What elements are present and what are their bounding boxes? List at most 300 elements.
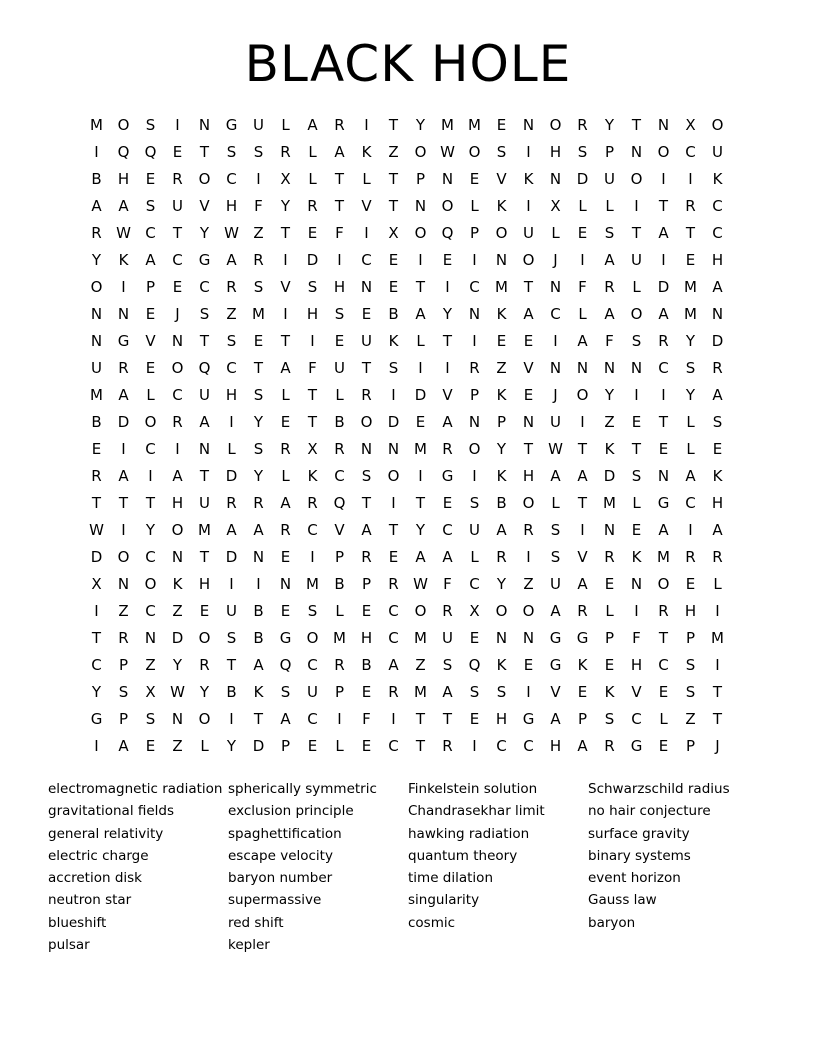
grid-cell[interactable]: O	[117, 548, 130, 566]
grid-cell[interactable]: P	[577, 710, 588, 728]
grid-cell[interactable]: E	[523, 656, 534, 674]
grid-cell[interactable]: E	[91, 440, 102, 458]
grid-cell[interactable]: E	[685, 575, 696, 593]
grid-cell[interactable]: B	[361, 656, 372, 674]
grid-cell[interactable]: P	[469, 224, 480, 242]
grid-cell[interactable]: H	[171, 494, 184, 512]
grid-cell[interactable]: O	[630, 170, 643, 188]
grid-cell[interactable]: U	[550, 413, 561, 431]
grid-cell[interactable]: E	[496, 116, 507, 134]
grid-cell[interactable]: I	[472, 332, 477, 350]
grid-cell[interactable]: H	[522, 467, 535, 485]
grid-cell[interactable]: P	[415, 170, 426, 188]
grid-cell[interactable]: G	[549, 629, 562, 647]
grid-cell[interactable]: O	[468, 440, 481, 458]
grid-cell[interactable]: E	[361, 683, 372, 701]
grid-cell[interactable]: S	[226, 143, 237, 161]
grid-cell[interactable]: E	[253, 332, 264, 350]
grid-cell[interactable]: N	[657, 116, 670, 134]
grid-cell[interactable]: D	[387, 413, 400, 431]
grid-cell[interactable]: N	[360, 278, 373, 296]
grid-cell[interactable]: A	[388, 656, 399, 674]
grid-cell[interactable]: C	[388, 602, 399, 620]
grid-cell[interactable]: A	[712, 278, 723, 296]
grid-cell[interactable]: V	[199, 197, 210, 215]
grid-cell[interactable]: C	[307, 521, 318, 539]
grid-cell[interactable]: T	[631, 440, 642, 458]
grid-cell[interactable]: M	[468, 116, 481, 134]
grid-cell[interactable]: I	[391, 386, 396, 404]
grid-cell[interactable]: T	[712, 683, 723, 701]
grid-cell[interactable]: I	[661, 386, 666, 404]
grid-cell[interactable]: M	[603, 494, 616, 512]
grid-cell[interactable]: A	[118, 467, 129, 485]
grid-cell[interactable]: Z	[523, 575, 534, 593]
grid-cell[interactable]: T	[415, 737, 426, 755]
grid-cell[interactable]: A	[658, 521, 669, 539]
grid-cell[interactable]: I	[391, 494, 396, 512]
grid-cell[interactable]: U	[469, 521, 480, 539]
grid-cell[interactable]: K	[523, 170, 534, 188]
grid-cell[interactable]: K	[496, 305, 507, 323]
grid-cell[interactable]: T	[172, 224, 183, 242]
grid-cell[interactable]: B	[253, 602, 264, 620]
grid-cell[interactable]: P	[496, 413, 507, 431]
grid-cell[interactable]: K	[172, 575, 183, 593]
grid-cell[interactable]: I	[418, 359, 423, 377]
grid-cell[interactable]: R	[442, 602, 453, 620]
grid-cell[interactable]: S	[604, 224, 615, 242]
grid-cell[interactable]: U	[199, 494, 210, 512]
grid-cell[interactable]: W	[89, 521, 104, 539]
grid-cell[interactable]: A	[577, 575, 588, 593]
grid-cell[interactable]: C	[172, 386, 183, 404]
grid-cell[interactable]: A	[577, 332, 588, 350]
grid-cell[interactable]: N	[90, 332, 103, 350]
grid-cell[interactable]: N	[576, 359, 589, 377]
grid-cell[interactable]: L	[470, 197, 479, 215]
grid-cell[interactable]: E	[172, 143, 183, 161]
grid-cell[interactable]: K	[712, 170, 723, 188]
grid-cell[interactable]: O	[711, 116, 724, 134]
grid-cell[interactable]: Y	[253, 413, 264, 431]
grid-cell[interactable]: R	[172, 413, 183, 431]
grid-cell[interactable]: W	[170, 683, 185, 701]
grid-cell[interactable]: E	[631, 521, 642, 539]
grid-cell[interactable]: S	[199, 305, 210, 323]
grid-cell[interactable]: M	[90, 116, 103, 134]
grid-cell[interactable]: S	[361, 467, 372, 485]
grid-cell[interactable]: A	[550, 710, 561, 728]
grid-cell[interactable]: N	[414, 197, 427, 215]
grid-cell[interactable]: U	[442, 629, 453, 647]
grid-cell[interactable]: E	[712, 440, 723, 458]
grid-cell[interactable]: T	[577, 440, 588, 458]
grid-cell[interactable]: R	[334, 440, 345, 458]
grid-cell[interactable]: T	[334, 170, 345, 188]
grid-cell[interactable]: I	[526, 143, 531, 161]
grid-cell[interactable]: S	[307, 602, 318, 620]
grid-cell[interactable]: A	[280, 494, 291, 512]
grid-cell[interactable]: S	[253, 143, 264, 161]
grid-cell[interactable]: E	[577, 683, 588, 701]
grid-cell[interactable]: V	[280, 278, 291, 296]
grid-cell[interactable]: E	[307, 224, 318, 242]
grid-cell[interactable]: N	[171, 710, 184, 728]
grid-cell[interactable]: X	[685, 116, 696, 134]
grid-cell[interactable]: O	[495, 224, 508, 242]
grid-cell[interactable]: B	[388, 305, 399, 323]
grid-cell[interactable]: C	[442, 521, 453, 539]
grid-cell[interactable]: I	[229, 575, 234, 593]
grid-cell[interactable]: N	[387, 440, 400, 458]
grid-cell[interactable]: C	[307, 710, 318, 728]
grid-cell[interactable]: I	[445, 359, 450, 377]
grid-cell[interactable]: Z	[604, 413, 615, 431]
grid-cell[interactable]: C	[496, 737, 507, 755]
grid-cell[interactable]: A	[442, 413, 453, 431]
grid-cell[interactable]: T	[226, 656, 237, 674]
grid-cell[interactable]: S	[631, 332, 642, 350]
grid-cell[interactable]: V	[523, 359, 534, 377]
grid-cell[interactable]: R	[91, 224, 102, 242]
grid-cell[interactable]: Y	[685, 332, 696, 350]
grid-cell[interactable]: K	[604, 683, 615, 701]
grid-cell[interactable]: I	[526, 197, 531, 215]
grid-cell[interactable]: S	[253, 278, 264, 296]
grid-cell[interactable]: L	[686, 440, 695, 458]
grid-cell[interactable]: A	[118, 737, 129, 755]
grid-cell[interactable]: Y	[199, 683, 210, 701]
grid-cell[interactable]: I	[94, 737, 99, 755]
grid-cell[interactable]: I	[283, 251, 288, 269]
grid-cell[interactable]: E	[307, 737, 318, 755]
grid-cell[interactable]: E	[442, 494, 453, 512]
grid-cell[interactable]: K	[496, 197, 507, 215]
grid-cell[interactable]: O	[90, 278, 103, 296]
grid-cell[interactable]: R	[172, 170, 183, 188]
grid-cell[interactable]: Z	[145, 656, 156, 674]
grid-cell[interactable]: J	[175, 305, 180, 323]
grid-cell[interactable]: N	[630, 575, 643, 593]
grid-cell[interactable]: A	[496, 521, 507, 539]
grid-cell[interactable]: O	[144, 413, 157, 431]
grid-cell[interactable]: S	[145, 116, 156, 134]
grid-cell[interactable]: K	[577, 656, 588, 674]
grid-cell[interactable]: I	[337, 710, 342, 728]
grid-cell[interactable]: T	[442, 710, 453, 728]
grid-cell[interactable]: I	[337, 251, 342, 269]
grid-cell[interactable]: H	[549, 737, 562, 755]
grid-cell[interactable]: H	[684, 602, 697, 620]
grid-cell[interactable]: A	[712, 521, 723, 539]
grid-cell[interactable]: I	[364, 224, 369, 242]
grid-cell[interactable]: O	[171, 521, 184, 539]
grid-cell[interactable]: P	[469, 386, 480, 404]
grid-cell[interactable]: O	[171, 359, 184, 377]
grid-cell[interactable]: L	[416, 332, 425, 350]
grid-cell[interactable]: C	[145, 548, 156, 566]
grid-cell[interactable]: M	[306, 575, 319, 593]
grid-cell[interactable]: A	[442, 548, 453, 566]
grid-cell[interactable]: C	[523, 737, 534, 755]
grid-cell[interactable]: Y	[91, 683, 102, 701]
grid-cell[interactable]: A	[415, 305, 426, 323]
grid-cell[interactable]: I	[418, 467, 423, 485]
grid-cell[interactable]: K	[631, 548, 642, 566]
grid-cell[interactable]: S	[145, 710, 156, 728]
grid-cell[interactable]: T	[712, 710, 723, 728]
grid-cell[interactable]: M	[198, 521, 211, 539]
grid-cell[interactable]: X	[469, 602, 480, 620]
grid-cell[interactable]: T	[307, 386, 318, 404]
grid-cell[interactable]: E	[658, 683, 669, 701]
grid-cell[interactable]: S	[469, 494, 480, 512]
grid-cell[interactable]: E	[469, 170, 480, 188]
grid-cell[interactable]: C	[172, 251, 183, 269]
grid-cell[interactable]: R	[307, 494, 318, 512]
grid-cell[interactable]: S	[253, 386, 264, 404]
grid-cell[interactable]: V	[496, 170, 507, 188]
grid-cell[interactable]: C	[91, 656, 102, 674]
grid-cell[interactable]: B	[226, 683, 237, 701]
grid-cell[interactable]: T	[253, 710, 264, 728]
grid-cell[interactable]: S	[226, 629, 237, 647]
grid-cell[interactable]: E	[361, 602, 372, 620]
grid-cell[interactable]: C	[469, 278, 480, 296]
grid-cell[interactable]: R	[253, 494, 264, 512]
grid-cell[interactable]: T	[523, 440, 534, 458]
grid-cell[interactable]: D	[603, 467, 616, 485]
grid-cell[interactable]: F	[443, 575, 452, 593]
grid-cell[interactable]: D	[117, 413, 130, 431]
grid-cell[interactable]: G	[198, 251, 211, 269]
grid-cell[interactable]: O	[414, 143, 427, 161]
grid-cell[interactable]: I	[553, 332, 558, 350]
grid-cell[interactable]: R	[226, 278, 237, 296]
grid-cell[interactable]: L	[605, 197, 614, 215]
grid-cell[interactable]: T	[658, 413, 669, 431]
grid-cell[interactable]: Y	[91, 251, 102, 269]
grid-cell[interactable]: E	[280, 413, 291, 431]
grid-cell[interactable]: R	[118, 629, 129, 647]
grid-cell[interactable]: V	[550, 683, 561, 701]
grid-cell[interactable]: L	[632, 278, 641, 296]
grid-cell[interactable]: N	[657, 467, 670, 485]
grid-cell[interactable]: E	[631, 413, 642, 431]
grid-cell[interactable]: S	[307, 278, 318, 296]
grid-cell[interactable]: G	[630, 737, 643, 755]
grid-cell[interactable]: U	[307, 683, 318, 701]
grid-cell[interactable]: O	[522, 602, 535, 620]
grid-cell[interactable]: R	[334, 656, 345, 674]
grid-cell[interactable]: T	[442, 332, 453, 350]
grid-cell[interactable]: E	[280, 602, 291, 620]
grid-cell[interactable]: R	[253, 251, 264, 269]
grid-cell[interactable]: B	[334, 413, 345, 431]
grid-cell[interactable]: T	[388, 521, 399, 539]
grid-cell[interactable]: R	[361, 386, 372, 404]
grid-cell[interactable]: Z	[118, 602, 129, 620]
grid-cell[interactable]: D	[306, 251, 319, 269]
grid-cell[interactable]: O	[657, 143, 670, 161]
grid-cell[interactable]: T	[415, 278, 426, 296]
grid-cell[interactable]: R	[388, 575, 399, 593]
grid-cell[interactable]: U	[226, 602, 237, 620]
grid-cell[interactable]: H	[225, 197, 238, 215]
grid-cell[interactable]: P	[334, 683, 345, 701]
grid-cell[interactable]: S	[604, 710, 615, 728]
grid-cell[interactable]: S	[550, 521, 561, 539]
grid-cell[interactable]: Q	[198, 359, 211, 377]
grid-cell[interactable]: J	[715, 737, 720, 755]
grid-cell[interactable]: M	[495, 278, 508, 296]
grid-cell[interactable]: E	[604, 656, 615, 674]
grid-cell[interactable]: Q	[144, 143, 157, 161]
grid-cell[interactable]: O	[630, 305, 643, 323]
grid-cell[interactable]: N	[549, 278, 562, 296]
grid-cell[interactable]: R	[604, 737, 615, 755]
grid-cell[interactable]: C	[685, 143, 696, 161]
grid-cell[interactable]: H	[198, 575, 211, 593]
grid-cell[interactable]: A	[604, 251, 615, 269]
grid-cell[interactable]: R	[226, 494, 237, 512]
grid-cell[interactable]: W	[224, 224, 239, 242]
grid-cell[interactable]: O	[576, 386, 589, 404]
grid-cell[interactable]: X	[550, 197, 561, 215]
grid-cell[interactable]: C	[550, 305, 561, 323]
grid-cell[interactable]: Y	[442, 305, 453, 323]
grid-cell[interactable]: T	[388, 197, 399, 215]
grid-cell[interactable]: I	[688, 170, 693, 188]
grid-cell[interactable]: Z	[226, 305, 237, 323]
grid-cell[interactable]: R	[496, 548, 507, 566]
grid-cell[interactable]: R	[442, 440, 453, 458]
grid-cell[interactable]: I	[715, 656, 720, 674]
grid-cell[interactable]: N	[117, 305, 130, 323]
grid-cell[interactable]: R	[280, 440, 291, 458]
grid-cell[interactable]: N	[603, 359, 616, 377]
grid-cell[interactable]: C	[334, 467, 345, 485]
grid-cell[interactable]: I	[688, 521, 693, 539]
grid-cell[interactable]: M	[657, 548, 670, 566]
grid-cell[interactable]: A	[550, 467, 561, 485]
grid-cell[interactable]: Y	[280, 197, 291, 215]
grid-cell[interactable]: K	[118, 251, 129, 269]
grid-cell[interactable]: T	[388, 116, 399, 134]
grid-cell[interactable]: E	[685, 251, 696, 269]
grid-cell[interactable]: F	[632, 629, 641, 647]
grid-cell[interactable]: G	[225, 116, 238, 134]
grid-cell[interactable]: U	[361, 332, 372, 350]
grid-cell[interactable]: I	[634, 602, 639, 620]
grid-cell[interactable]: L	[335, 602, 344, 620]
grid-cell[interactable]: I	[310, 332, 315, 350]
grid-cell[interactable]: Z	[415, 656, 426, 674]
grid-cell[interactable]: T	[415, 494, 426, 512]
grid-cell[interactable]: H	[225, 386, 238, 404]
grid-cell[interactable]: H	[549, 143, 562, 161]
grid-cell[interactable]: B	[334, 575, 345, 593]
grid-cell[interactable]: N	[171, 548, 184, 566]
grid-cell[interactable]: T	[91, 494, 102, 512]
grid-cell[interactable]: T	[199, 332, 210, 350]
grid-cell[interactable]: O	[414, 602, 427, 620]
grid-cell[interactable]: S	[388, 359, 399, 377]
grid-cell[interactable]: E	[658, 440, 669, 458]
grid-cell[interactable]: H	[117, 170, 130, 188]
grid-cell[interactable]: N	[198, 440, 211, 458]
grid-cell[interactable]: L	[713, 575, 722, 593]
grid-cell[interactable]: S	[631, 467, 642, 485]
grid-cell[interactable]: M	[90, 386, 103, 404]
grid-cell[interactable]: G	[549, 656, 562, 674]
grid-cell[interactable]: Z	[172, 602, 183, 620]
grid-cell[interactable]: O	[522, 494, 535, 512]
grid-cell[interactable]: S	[280, 683, 291, 701]
grid-cell[interactable]: E	[577, 224, 588, 242]
grid-cell[interactable]: K	[496, 656, 507, 674]
grid-cell[interactable]: U	[550, 575, 561, 593]
grid-cell[interactable]: I	[661, 251, 666, 269]
grid-cell[interactable]: O	[144, 575, 157, 593]
grid-cell[interactable]: F	[254, 197, 263, 215]
grid-cell[interactable]: J	[553, 386, 558, 404]
grid-cell[interactable]: L	[362, 170, 371, 188]
grid-cell[interactable]: R	[577, 116, 588, 134]
grid-cell[interactable]: P	[685, 737, 696, 755]
grid-cell[interactable]: I	[310, 548, 315, 566]
grid-cell[interactable]: C	[388, 629, 399, 647]
grid-cell[interactable]: N	[117, 575, 130, 593]
grid-cell[interactable]: L	[578, 305, 587, 323]
grid-cell[interactable]: K	[361, 143, 372, 161]
grid-cell[interactable]: A	[172, 467, 183, 485]
grid-cell[interactable]: S	[496, 683, 507, 701]
grid-cell[interactable]: E	[442, 251, 453, 269]
grid-cell[interactable]: Y	[415, 521, 426, 539]
grid-cell[interactable]: T	[334, 197, 345, 215]
grid-cell[interactable]: M	[711, 629, 724, 647]
grid-cell[interactable]: E	[280, 548, 291, 566]
grid-cell[interactable]: I	[634, 197, 639, 215]
grid-cell[interactable]: T	[658, 197, 669, 215]
grid-cell[interactable]: G	[657, 494, 670, 512]
grid-cell[interactable]: N	[711, 305, 724, 323]
grid-cell[interactable]: E	[145, 359, 156, 377]
grid-cell[interactable]: T	[388, 170, 399, 188]
grid-cell[interactable]: R	[334, 116, 345, 134]
grid-cell[interactable]: L	[335, 737, 344, 755]
grid-cell[interactable]: M	[414, 440, 427, 458]
grid-cell[interactable]: A	[550, 602, 561, 620]
grid-cell[interactable]: O	[549, 116, 562, 134]
grid-cell[interactable]: I	[391, 710, 396, 728]
grid-cell[interactable]: E	[388, 278, 399, 296]
grid-cell[interactable]: V	[361, 197, 372, 215]
grid-cell[interactable]: P	[361, 575, 372, 593]
grid-cell[interactable]: U	[253, 116, 264, 134]
grid-cell[interactable]: E	[145, 737, 156, 755]
grid-cell[interactable]: C	[361, 251, 372, 269]
grid-cell[interactable]: L	[551, 224, 560, 242]
grid-cell[interactable]: T	[145, 494, 156, 512]
grid-cell[interactable]: E	[604, 575, 615, 593]
grid-cell[interactable]: B	[496, 494, 507, 512]
grid-cell[interactable]: P	[145, 278, 156, 296]
grid-cell[interactable]: M	[333, 629, 346, 647]
grid-cell[interactable]: T	[361, 359, 372, 377]
